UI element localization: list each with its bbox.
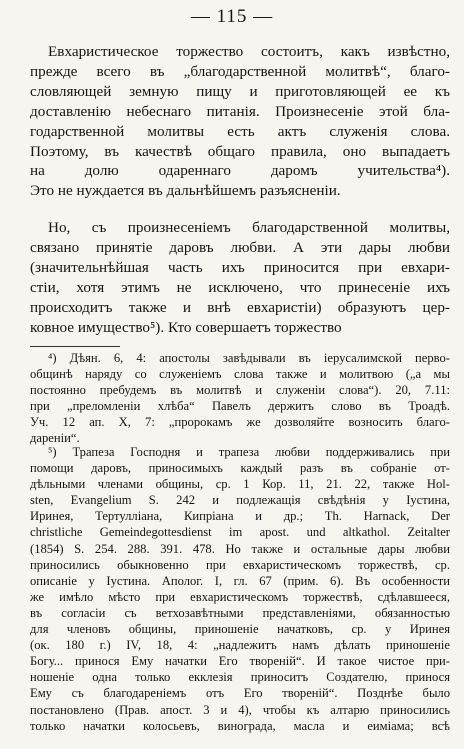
main-paragraph-1	[30, 42, 450, 201]
footnote-line: только начатки колосьевъ, винограда, масла и еиміама; всѣ	[30, 718, 450, 733]
footnote-line: Уч. 12 ап. X, 7: „пророкамъ же дозволяйте возносить благо-	[30, 415, 450, 430]
text-line: Это не нуждается въ дальнѣйшемъ разъясненіи.	[30, 182, 341, 200]
footnote-line: постоянно пребудемъ въ молитвѣ и служеніи слова“). 20, 7.11:	[30, 383, 450, 398]
footnote-line: ⁵) Трапеза Господня и трапеза любви поддерживались при	[48, 445, 450, 459]
text-line: прежде всего въ „благодарственной молитвѣ“, благо-	[30, 62, 450, 80]
text-line: Евхаристическое торжество состоитъ, какъ извѣстно,	[48, 43, 450, 60]
footnote-line: (1854) S. 254. 288. 391. 478. Но также и остальные дары любви	[30, 541, 450, 556]
text-line: связано принятіе даровъ любви. А эти дары любви	[30, 238, 450, 256]
footnote-4	[30, 350, 450, 447]
footnote-line: (ок. 180 г.) IV, 18, 4: „надлежитъ намъ дѣлать приношеніе	[30, 638, 450, 653]
footnote-line: общинѣ наряду со служеніемъ слова также и молитвою („а мы	[30, 367, 450, 382]
footnote-separator	[30, 346, 120, 347]
text-line: доставленію небеснаго питанія. Произнесеніе этой бла-	[30, 102, 450, 120]
footnote-line: же имѣло мѣсто при евхаристическомъ торжествѣ, сдѣлавшееся,	[30, 589, 450, 604]
text-line: происходитъ также и внѣ евхаристіи) образуютъ цер-	[30, 298, 450, 316]
footnote-line: ношеніе одна только екклезія приноситъ Создателю, принося	[30, 670, 450, 685]
main-paragraph-2	[30, 218, 450, 337]
text-line: стіи, хотя этимъ не исключено, что принесеніе ихъ	[30, 278, 450, 296]
text-line: (значительнѣйшая часть ихъ приносится при евхари-	[30, 258, 450, 276]
footnote-line: дѣльными членами общины, ср. 1 Кор. 11, 21. 22, также Hol-	[30, 477, 450, 492]
text-line: ковное имущество⁵). Кто совершаетъ торжество	[30, 318, 342, 336]
text-line: годарственной молитвы есть актъ служенія слова.	[30, 122, 450, 140]
text-line: на долю одареннаго даромъ учительства⁴).	[30, 162, 450, 180]
footnote-line: постановлено (Прав. апост. 3 и 4), чтобы къ алтарю приносились	[30, 702, 450, 717]
text-line: словляющей земную пищу и приготовляющей ее къ	[30, 82, 450, 100]
footnote-5	[30, 444, 450, 734]
footnote-line: sten, Evangelium S. 242 и подлежащія свѣдѣнія у Іустина,	[30, 493, 450, 508]
footnote-line: Богу... принося Ему начатки Его твореній“. И такое чистое при-	[30, 654, 450, 669]
footnote-line: приносились обыкновенно при евхаристическомъ торжествѣ, ср.	[30, 557, 450, 572]
footnote-line: Ему съ благодареніемъ отъ Его твореній“. Позднѣе было	[30, 686, 450, 701]
footnote-line: описаніе у Іустина. Аполог. I, гл. 67 (прим. 6). Въ особенности	[30, 573, 450, 588]
footnote-line: для членовъ общины, приношеніе начатковъ, ср. у Иринея	[30, 622, 450, 637]
text-line: Но, съ произнесеніемъ благодарственной молитвы,	[48, 219, 450, 236]
footnote-line: Иринея, Тертулліана, Кипріана и др.; Th. Harnack, Der	[30, 509, 450, 524]
footnote-line: ⁴) Дѣян. 6, 4: апостолы завѣдывали въ іерусалимской перво-	[48, 351, 450, 365]
footnote-line: при „преломленіи хлѣба“ Павелъ держитъ слово въ Троадѣ.	[30, 399, 450, 414]
page-number: — 115 —	[190, 6, 274, 27]
footnote-line: дареніи“.	[30, 431, 80, 446]
text-line: Поэтому, въ качествѣ общаго правила, оно выпадаетъ	[30, 142, 450, 160]
footnote-line: помощи даровъ, приносимыхъ каждый разъ въ собраніе от-	[30, 461, 450, 476]
footnote-line: въ согласіи съ ветхозавѣтными представленіями, обязанностью	[30, 605, 450, 620]
footnote-line: christliche Gemeindegottesdienst im apost. und altkathol. Zeitalter	[30, 525, 450, 540]
